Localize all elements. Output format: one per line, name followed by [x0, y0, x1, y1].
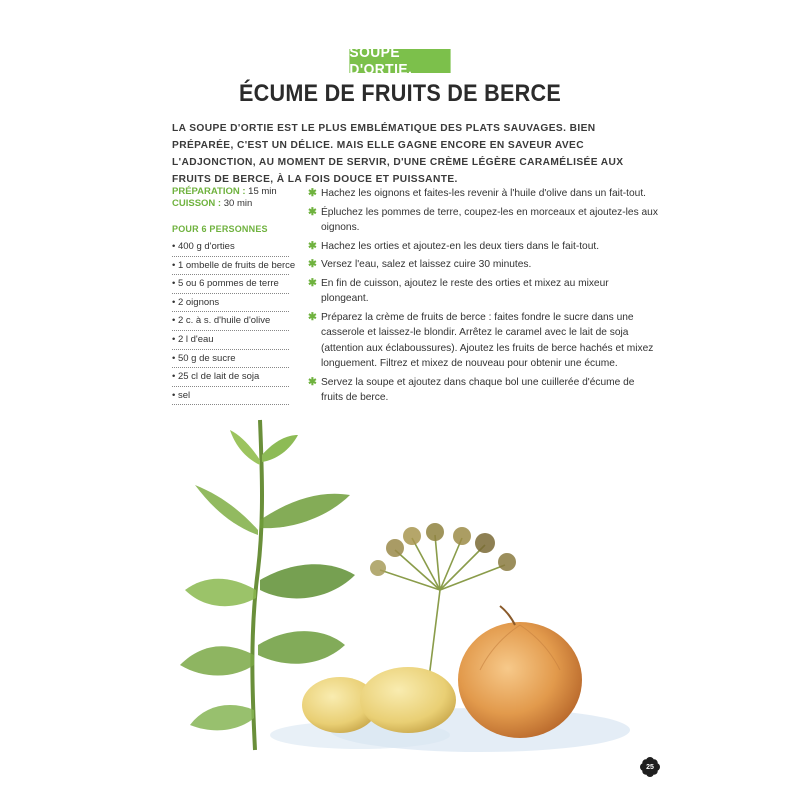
asterisk-icon: ✱ — [308, 205, 317, 218]
asterisk-icon: ✱ — [308, 310, 317, 323]
asterisk-icon: ✱ — [308, 375, 317, 388]
servings: POUR 6 PERSONNES — [172, 224, 268, 234]
ingredient-item: • 400 g d'orties — [172, 238, 289, 257]
recipe-meta — [172, 186, 296, 405]
ingredient-item: • 2 c. à s. d'huile d'olive — [172, 312, 289, 331]
illustration — [180, 410, 630, 760]
ingredient-item: • 5 ou 6 pommes de terre — [172, 275, 289, 294]
instruction-step: ✱ Servez la soupe et ajoutez dans chaque bol une cuillerée d'écume de fruits de berce. — [308, 375, 635, 403]
ingredient-list — [172, 238, 296, 405]
ingredient-item: • 25 cl de lait de soja — [172, 368, 289, 387]
asterisk-icon: ✱ — [308, 276, 317, 289]
instruction-step: ✱ Hachez les orties et ajoutez-en les deux tiers dans le fait-tout. — [308, 239, 658, 255]
page-number-text: 25 — [646, 763, 654, 771]
asterisk-icon: ✱ — [308, 239, 317, 252]
ingredient-item: • 2 oignons — [172, 294, 289, 313]
ingredient-item: • 1 ombelle de fruits de berce — [172, 257, 289, 276]
asterisk-icon: ✱ — [308, 258, 317, 270]
asterisk-icon: ✱ — [308, 187, 317, 199]
cook-label: CUISSON : — [172, 198, 222, 209]
cook-time — [172, 198, 292, 210]
instruction-step: ✱ Préparez la crème de fruits de berce : faites fondre le sucre dans une casserole et laissez-le blondir. Arrêtez le caramel avec le lait de soja (attention aux éclaboussures). Ajoutez les fruits de berce hachés et mixez longuement. Filtrez et mixez de nouveau pour obtenir une écume. — [308, 310, 654, 369]
hogweed-seeds — [370, 523, 516, 576]
cook-value: 30 min — [221, 198, 253, 209]
instruction-list — [308, 186, 658, 409]
prep-label: PRÉPARATION : — [172, 186, 246, 197]
prep-value: 15 min — [245, 186, 277, 197]
title-tag: SOUPE D'ORTIE, — [349, 49, 450, 73]
potatoes — [302, 667, 456, 733]
instruction-step: ✱ En fin de cuisson, ajoutez le reste des orties et mixez au mixeur plongeant. — [308, 276, 609, 304]
ingredient-item: • 50 g de sucre — [172, 350, 289, 369]
instruction-step: ✱ Versez l'eau, salez et laissez cuire 30 minutes. — [308, 257, 658, 273]
ingredient-item: • sel — [172, 387, 289, 406]
ingredient-item: • 2 l d'eau — [172, 331, 289, 350]
onion — [458, 606, 582, 738]
prep-time — [172, 186, 292, 198]
page-number — [640, 757, 660, 777]
intro-paragraph: LA SOUPE D'ORTIE EST LE PLUS EMBLÉMATIQUE DES PLATS SAUVAGES. BIEN PRÉPARÉE, C'EST UN DÉLICE. MAIS ELLE GAGNE ENCORE EN SAVEUR AVEC L'ADJONCTION, AU MOMENT DE SERVIR, D'UNE CRÈME LÉGÈRE CARAMÉLISÉE AUX FRUITS DE BERCE, À LA FOIS DOUCE ET PUISSANTE. — [172, 123, 624, 185]
page-title: ÉCUME DE FRUITS DE BERCE — [238, 80, 562, 107]
instruction-step: ✱ Hachez les oignons et faites-les revenir à l'huile d'olive dans un fait-tout. — [308, 186, 658, 202]
instruction-step: ✱ Épluchez les pommes de terre, coupez-les en morceaux et ajoutez-les aux oignons. — [308, 205, 658, 233]
